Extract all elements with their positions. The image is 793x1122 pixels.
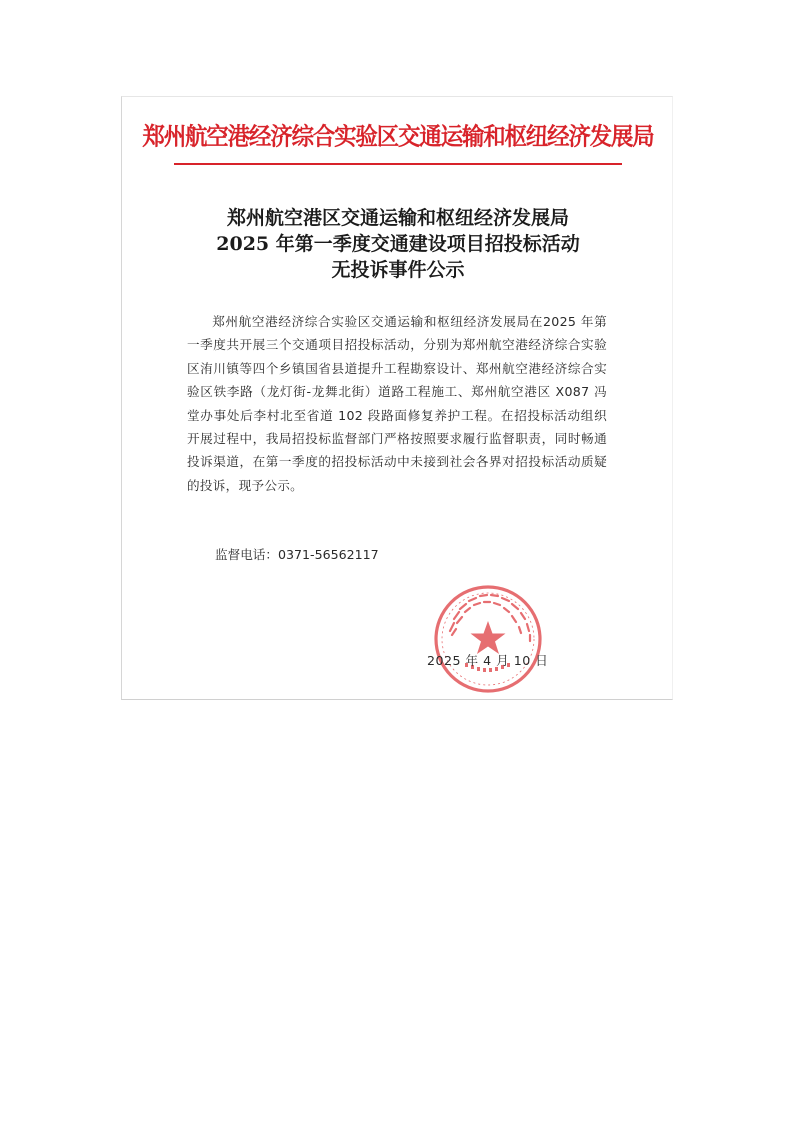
letterhead-title: 郑州航空港经济综合实验区交通运输和枢纽经济发展局 bbox=[142, 123, 654, 151]
document-title bbox=[122, 205, 673, 283]
letterhead-red-rule bbox=[174, 163, 622, 165]
scanned-document bbox=[121, 96, 673, 700]
body-paragraph: 郑州航空港经济综合实验区交通运输和枢纽经济发展局在2025 年第一季度共开展三个交通项目招投标活动，分别为郑州航空港经济综合实验区洧川镇等四个乡镇国省县道提升工程勘察设计、郑州航空港经济综合实验区铁李路（龙灯街-龙舞北街）道路工程施工、郑州航空港区 X087 冯堂办事处后李村北至省道 102 段路面修复养护工程。在招投标活动组织开展过程中，我局招投标监督部门严格按照要求履行监督职责，同时畅通投诉渠道，在第一季度的招投标活动中未接到社会各界对招投标活动质疑的投诉，现予公示。 bbox=[187, 314, 607, 493]
title-line-3: 无投诉事件公示 bbox=[331, 259, 465, 281]
official-red-seal-icon bbox=[432, 583, 544, 695]
signature-date: 2025 年 4 月 10 日 bbox=[427, 653, 549, 668]
title-line-1: 郑州航空港区交通运输和枢纽经济发展局 bbox=[226, 207, 569, 229]
title-line-2: 2025 年第一季度交通建设项目招投标活动 bbox=[216, 233, 580, 255]
supervision-phone: 监督电话：0371-56562117 bbox=[215, 547, 379, 562]
